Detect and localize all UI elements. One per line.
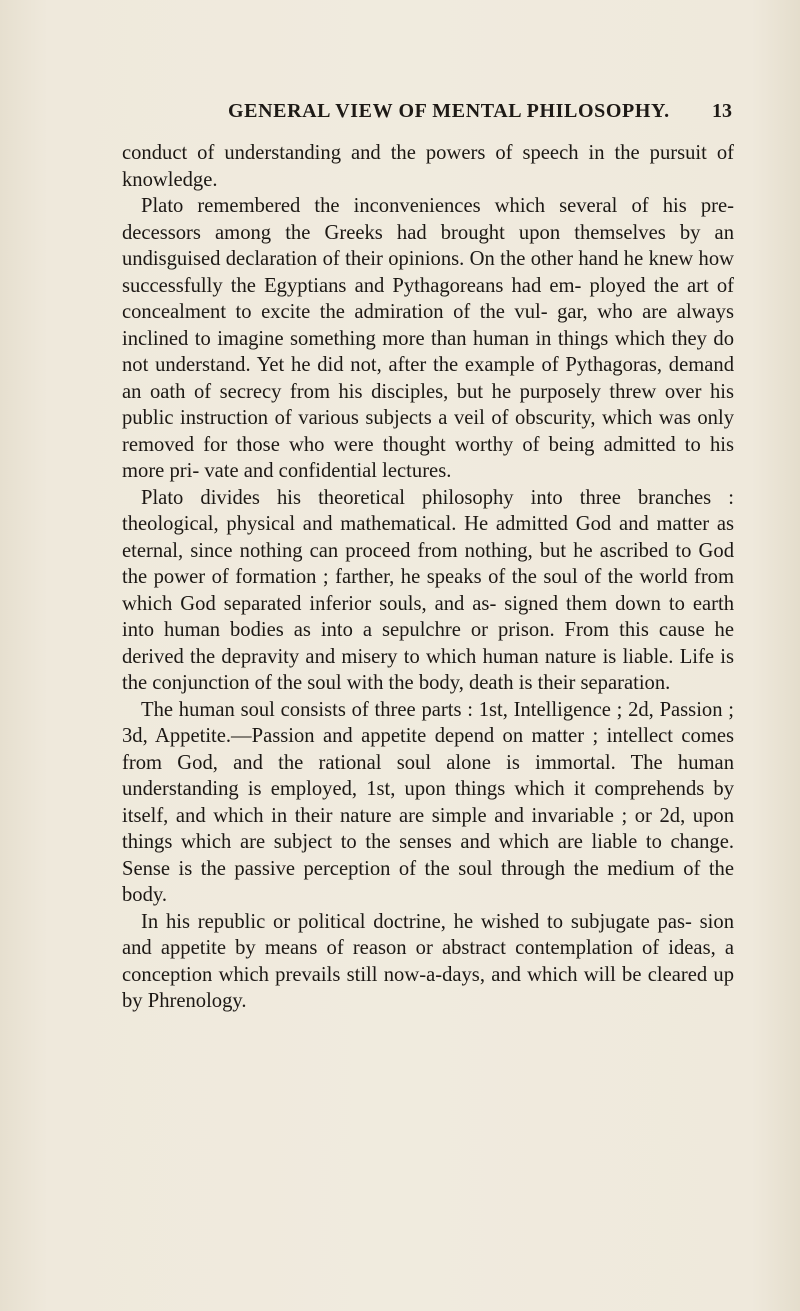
paragraph: conduct of understanding and the powers of speech in the pursuit of knowledge.	[122, 142, 734, 191]
paragraph: Plato remembered the inconveniences which several of his pre- decessors among the Greeks had brought upon themselves by an undisguised declaration of their opinions. On the other hand he knew how successfully the Egyptians and Pythagoreans had em- ployed the art of concealment to excite the admiration of the vul- gar, who are always inclined to imagine something more than human in things which they do not understand. Yet he did not, after the example of Pythagoras, demand an oath of secrecy from his disciples, but he purposely threw over his public instruction of various subjects a veil of obscurity, which was only removed for those who were thought worthy of being admitted to his more pri- vate and confidential lectures.	[122, 195, 734, 482]
body-text	[122, 140, 734, 1015]
paragraph: Plato divides his theoretical philosophy into three branches : theological, physical and mathematical. He admitted God and matter as eternal, since nothing can proceed from nothing, but he ascribed to God the power of formation ; farther, he speaks of the soul of the world from which God separated inferior souls, and as- signed them down to earth into human bodies as into a sepulchre or prison. From this cause he derived the depravity and misery to which human nature is liable. Life is the conjunction of the soul with the body, death is their separation.	[122, 486, 734, 694]
running-title: GENERAL VIEW OF MENTAL PHILOSOPHY.	[228, 100, 670, 122]
page-number: 13	[712, 100, 732, 122]
paragraph: In his republic or political doctrine, he wished to subjugate pas- sion and appetite by means of reason or abstract contemplation of ideas, a conception which prevails still now-a-days, and which will be cleared up by Phrenology.	[122, 910, 734, 1012]
running-head	[228, 100, 732, 128]
paragraph: The human soul consists of three parts : 1st, Intelligence ; 2d, Passion ; 3d, Appetite.—Passion and appetite depend on matter ; intellect comes from God, and the rational soul alone is immortal. The human understanding is employed, 1st, upon things which it comprehends by itself, and which in their nature are simple and invariable ; or 2d, upon things which are subject to the senses and which are liable to change. Sense is the passive perception of the soul through the medium of the body.	[122, 698, 734, 906]
